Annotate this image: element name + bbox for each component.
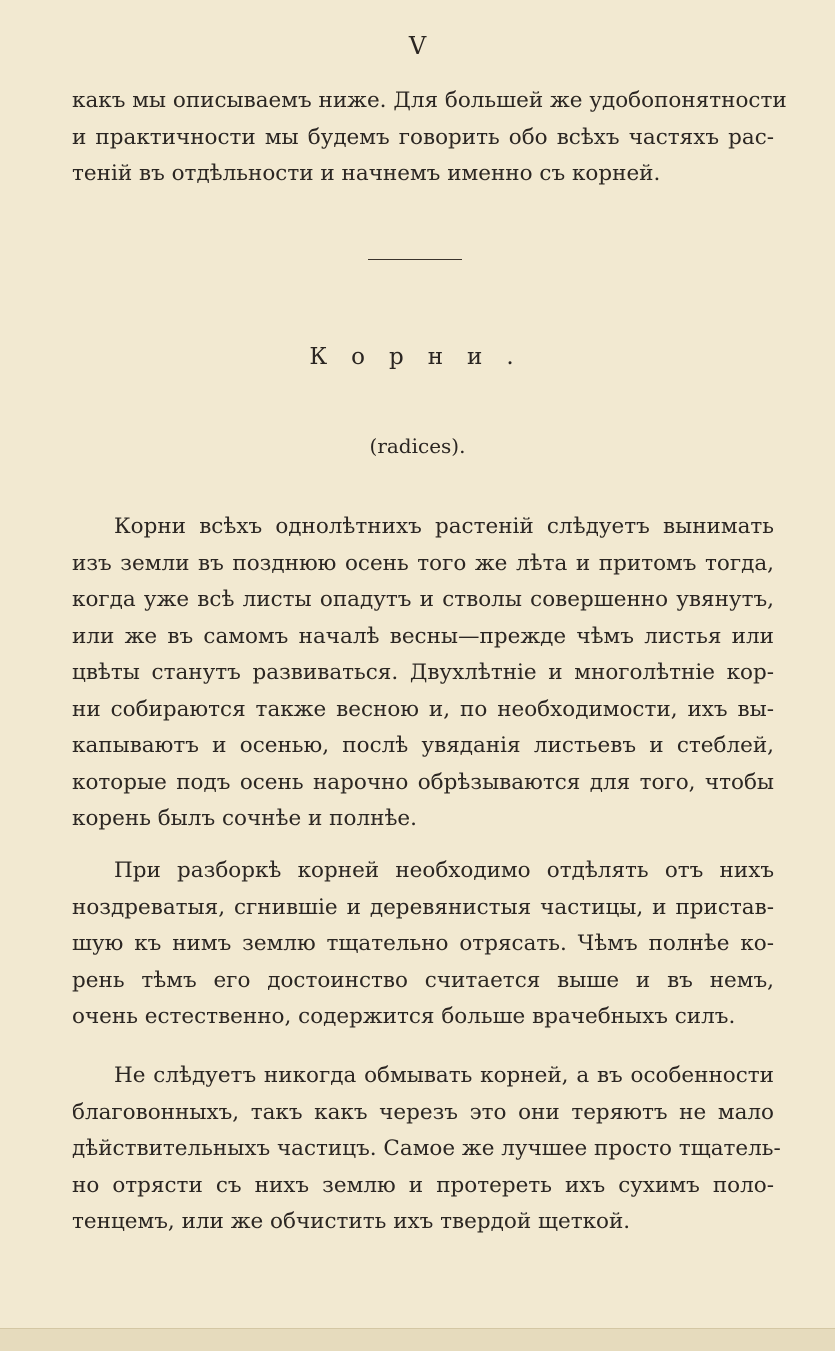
text-line: ни собираются также весною и, по необходимости, ихъ вы- bbox=[72, 696, 774, 722]
text-line: корень былъ сочнѣе и полнѣе. bbox=[72, 806, 417, 831]
text-line: очень естественно, содержится больше врачебныхъ силъ. bbox=[72, 1004, 736, 1029]
text-line: Корни всѣхъ однолѣтнихъ растеній слѣдуетъ вынимать bbox=[114, 514, 774, 539]
text-line: изъ земли въ позднюю осень того же лѣта и притомъ тогда, bbox=[72, 550, 774, 576]
section-heading: Корни. bbox=[309, 344, 538, 370]
text-line: капываютъ и осенью, послѣ увяданія листьевъ и стеблей, bbox=[72, 733, 774, 758]
text-line: когда уже всѣ листы опадутъ и стволы совершенно увянутъ, bbox=[72, 587, 774, 612]
text-line: рень тѣмъ его достоинство считается выше и въ немъ, bbox=[72, 967, 774, 993]
text-line: Не слѣдуетъ никогда обмывать корней, а въ особенности bbox=[114, 1063, 774, 1088]
paragraph-sorting bbox=[72, 853, 774, 1036]
text-line: При разборкѣ корней необходимо отдѣлять отъ нихъ bbox=[114, 858, 774, 883]
page-number: V bbox=[408, 32, 427, 60]
text-line: цвѣты станутъ развиваться. Двухлѣтніе и многолѣтніе кор- bbox=[72, 660, 774, 685]
text-line: ноздреватыя, сгнившіе и деревянистыя частицы, и пристав- bbox=[72, 894, 774, 920]
text-line: шую къ нимъ землю тщательно отрясать. Чѣмъ полнѣе ко- bbox=[72, 931, 774, 956]
text-line: которые подъ осень нарочно обрѣзываются для того, чтобы bbox=[72, 769, 774, 795]
text-line: какъ мы описываемъ ниже. Для большей же удобопонятности bbox=[72, 88, 787, 113]
text-line: но отрясти съ нихъ землю и протереть ихъ сухимъ поло- bbox=[72, 1172, 774, 1198]
text-line: благовонныхъ, такъ какъ черезъ это они теряютъ не мало bbox=[72, 1099, 774, 1125]
text-line: или же въ самомъ началѣ весны—прежде чѣмъ листья или bbox=[72, 623, 774, 649]
text-line: дѣйствительныхъ частицъ. Самое же лучшее просто тщатель- bbox=[72, 1136, 781, 1161]
intro-paragraph bbox=[72, 83, 787, 193]
section-divider bbox=[368, 259, 462, 260]
text-line: и практичности мы будемъ говорить обо всѣхъ частяхъ рас- bbox=[72, 124, 774, 150]
text-line: теній въ отдѣльности и начнемъ именно съ корней. bbox=[72, 161, 661, 186]
text-line: тенцемъ, или же обчистить ихъ твердой щеткой. bbox=[72, 1209, 631, 1234]
section-subheading: (radices). bbox=[369, 434, 466, 458]
paragraph-harvest bbox=[72, 509, 774, 838]
paragraph-cleaning bbox=[72, 1058, 781, 1241]
page-bottom-edge bbox=[0, 1328, 835, 1351]
